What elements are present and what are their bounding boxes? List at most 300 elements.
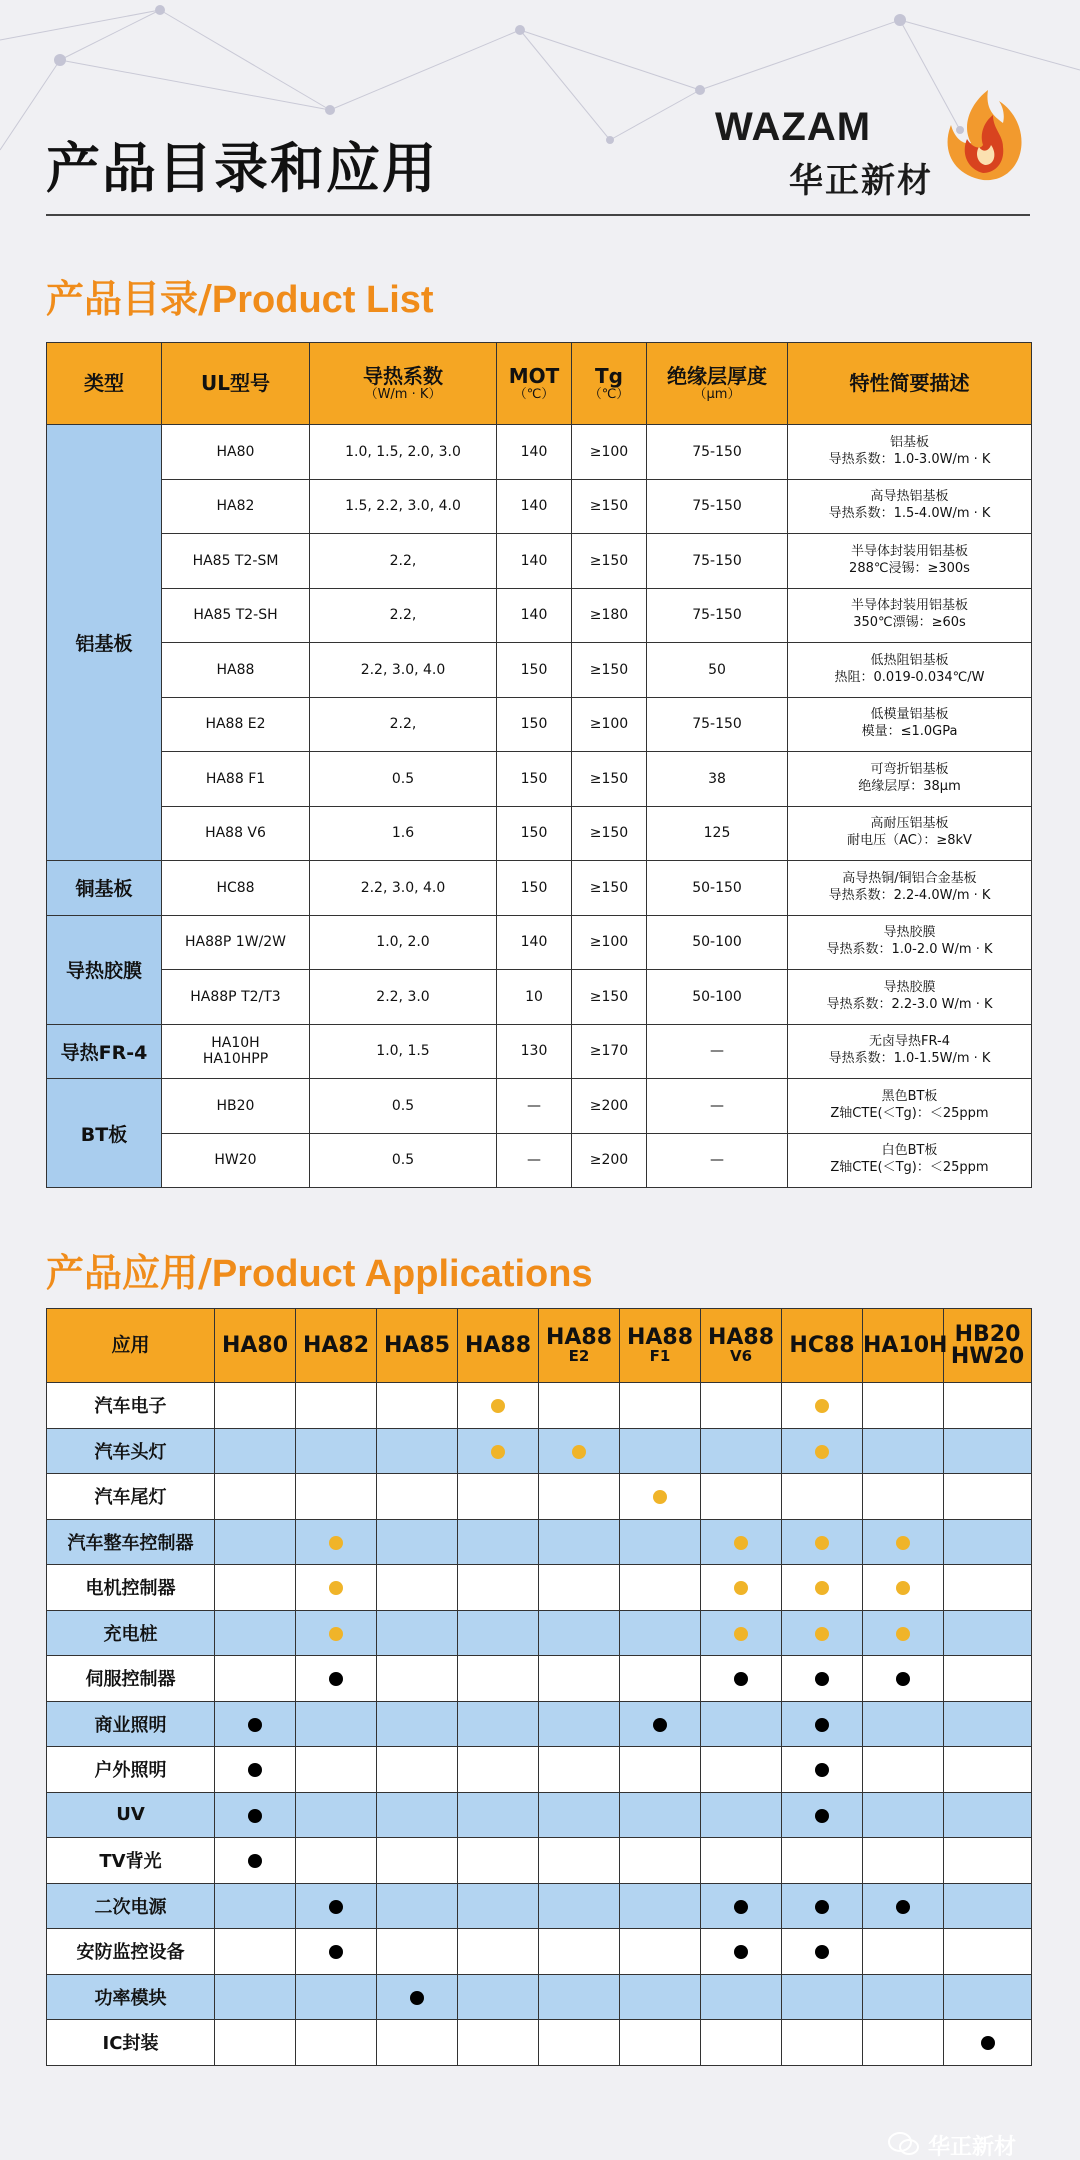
description-line-1: 半导体封装用铝基板 [850,598,968,614]
ul-model-text: HA88P 1W/2W [184,934,287,951]
apps-col-header-main: HA82 [302,1332,370,1358]
orange-dot-marker [572,1445,586,1459]
application-name: 汽车电子 [47,1383,215,1429]
thermal-conductivity-cell: 2.2, [310,588,497,643]
application-cell [458,1610,539,1656]
page-title: 产品目录和应用 [46,137,438,200]
table-row [47,806,1032,861]
category-cell: BT板 [47,1079,162,1188]
application-cell [620,1929,701,1975]
application-cell [782,1838,863,1884]
application-cell [701,1792,782,1838]
description-line-2: 导热系数：2.2-3.0 W/m · K [826,996,993,1012]
description-line-1: 无卤导热FR-4 [869,1034,950,1050]
application-cell [782,1974,863,2020]
black-dot-marker [815,1763,829,1777]
tg-cell: ≥180 [572,588,647,643]
application-cell [377,1792,458,1838]
application-cell [377,1883,458,1929]
apps-col-header [863,1309,948,1383]
tg-cell: ≥200 [572,1133,647,1188]
description-line-2: 350℃漂锡：≥60s [853,615,966,631]
tg-cell: ≥150 [572,643,647,698]
application-cell [944,1929,1032,1975]
application-name: 二次电源 [47,1883,215,1929]
thickness-cell: 75-150 [647,534,788,589]
thickness-cell: 125 [647,806,788,861]
application-row [47,2020,1032,2066]
application-name: 汽车整车控制器 [47,1519,215,1565]
description-line-1: 高耐压铝基板 [870,816,949,832]
thermal-conductivity-cell: 0.5 [310,1133,497,1188]
thickness-cell: — [647,1133,788,1188]
application-cell [539,2020,620,2066]
mot-cell: 150 [497,861,572,916]
black-dot-marker [248,1763,262,1777]
ul-model-text-2: HA10HPP [202,1051,269,1068]
application-cell [215,1929,296,1975]
application-name: 伺服控制器 [47,1656,215,1702]
apps-header-row [47,1309,1032,1383]
application-cell [458,1656,539,1702]
ul-model-cell [162,697,310,752]
application-cell [296,1565,377,1611]
application-cell [782,1474,863,1520]
application-cell [215,1610,296,1656]
description-cell [788,752,1032,807]
application-cell [863,1792,944,1838]
application-cell [296,1610,377,1656]
category-cell: 导热胶膜 [47,915,162,1024]
application-cell [458,1929,539,1975]
black-dot-marker [815,1900,829,1914]
application-cell [215,1701,296,1747]
application-cell [782,1656,863,1702]
black-dot-marker [734,1672,748,1686]
application-cell [458,1383,539,1429]
application-name: 汽车头灯 [47,1428,215,1474]
application-row [47,1656,1032,1702]
mot-cell: 140 [497,915,572,970]
wechat-icon [888,2132,920,2156]
apps-header-label: 应用 [47,1309,215,1383]
application-cell [701,1883,782,1929]
mot-cell: — [497,1133,572,1188]
apps-col-header-main: HC88 [789,1332,855,1358]
application-cell [944,1383,1032,1429]
thermal-conductivity-cell: 1.0, 1.5, 2.0, 3.0 [310,425,497,480]
application-cell [944,1656,1032,1702]
application-cell [701,1747,782,1793]
application-name: 户外照明 [47,1747,215,1793]
category-cell: 铜基板 [47,861,162,916]
col-header-tg [572,343,647,425]
application-cell [620,2020,701,2066]
thermal-conductivity-cell: 2.2, 3.0, 4.0 [310,861,497,916]
product-list-table [46,342,1032,1188]
mot-cell: 150 [497,697,572,752]
application-cell [701,1701,782,1747]
description-line-2: 热阻：0.019-0.034℃/W [834,669,985,685]
product-list-title-cn: 产品目录/ [46,277,212,321]
description-cell [788,1133,1032,1188]
thickness-cell: 38 [647,752,788,807]
description-cell [788,425,1032,480]
black-dot-marker [329,1900,343,1914]
description-line-2: 模量：≤1.0GPa [861,724,958,740]
col-header-type: 类型 [47,343,162,425]
application-cell [539,1929,620,1975]
tg-cell: ≥150 [572,861,647,916]
apps-col-header [377,1309,458,1383]
application-row [47,1838,1032,1884]
thermal-conductivity-cell: 0.5 [310,1079,497,1134]
application-cell [863,1428,944,1474]
application-cell [701,1838,782,1884]
col-header-description: 特性简要描述 [788,343,1032,425]
application-cell [296,1929,377,1975]
application-name: 充电桩 [47,1610,215,1656]
orange-dot-marker [896,1581,910,1595]
application-cell [539,1474,620,1520]
ul-model-text: HA88 [216,661,255,678]
application-row [47,1701,1032,1747]
mot-cell: 140 [497,588,572,643]
application-cell [377,1474,458,1520]
thermal-conductivity-cell: 1.0, 1.5 [310,1024,497,1079]
table-row [47,534,1032,589]
apps-col-header [944,1309,1032,1383]
description-line-2: Z轴CTE(＜Tg)：＜25ppm [830,1160,989,1176]
mot-cell: 10 [497,970,572,1025]
application-cell [539,1838,620,1884]
application-cell [620,1701,701,1747]
application-row [47,1428,1032,1474]
orange-dot-marker [896,1627,910,1641]
application-row [47,1610,1032,1656]
description-line-2: 导热系数：1.0-1.5W/m · K [828,1051,991,1067]
application-cell [215,2020,296,2066]
thickness-cell: 75-150 [647,588,788,643]
application-cell [863,1610,944,1656]
thickness-cell: 50-100 [647,970,788,1025]
orange-dot-marker [815,1445,829,1459]
ul-model-cell [162,752,310,807]
footer-brand-label: 华正新材 [928,2135,1017,2160]
apps-col-header [458,1309,539,1383]
black-dot-marker [734,1945,748,1959]
applications-table [46,1308,1032,2066]
thickness-cell: 50-100 [647,915,788,970]
application-cell [620,1428,701,1474]
black-dot-marker [815,1718,829,1732]
ul-model-cell [162,588,310,643]
application-row [47,1519,1032,1565]
ul-model-cell [162,806,310,861]
application-name: 汽车尾灯 [47,1474,215,1520]
application-cell [863,1974,944,2020]
black-dot-marker [410,1991,424,2005]
application-cell [458,1519,539,1565]
table-row [47,970,1032,1025]
black-dot-marker [981,2036,995,2050]
application-cell [539,1747,620,1793]
orange-dot-marker [815,1627,829,1641]
application-row [47,1565,1032,1611]
col-header-thermal-conductivity [310,343,497,425]
application-cell [377,1428,458,1474]
thickness-cell: — [647,1024,788,1079]
application-cell [944,2020,1032,2066]
application-cell [296,1428,377,1474]
application-cell [377,2020,458,2066]
application-cell [620,1656,701,1702]
application-cell [377,1747,458,1793]
col-header-text: 绝缘层厚度 [667,363,767,388]
application-cell [539,1701,620,1747]
description-cell [788,1024,1032,1079]
application-cell [620,1838,701,1884]
table-row [47,643,1032,698]
description-cell [788,697,1032,752]
application-cell [296,1519,377,1565]
application-cell [377,1383,458,1429]
col-header-unit: （μm） [693,386,741,402]
orange-dot-marker [329,1536,343,1550]
application-cell [701,1974,782,2020]
application-cell [782,1883,863,1929]
application-name: 电机控制器 [47,1565,215,1611]
application-cell [377,1838,458,1884]
apps-col-header [539,1309,620,1383]
description-line-1: 低热阻铝基板 [870,652,949,668]
application-cell [863,2020,944,2066]
description-line-2: 耐电压（AC）：≥8kV [847,833,972,849]
apps-col-header-sub: HW20 [950,1343,1025,1369]
table-row [47,1079,1032,1134]
ul-model-cell [162,1133,310,1188]
application-cell [539,1383,620,1429]
applications-title-cn: 产品应用/ [46,1251,212,1295]
application-cell [620,1792,701,1838]
description-cell [788,588,1032,643]
tg-cell: ≥150 [572,752,647,807]
application-cell [296,1838,377,1884]
application-cell [215,1565,296,1611]
application-cell [782,1565,863,1611]
application-cell [377,1656,458,1702]
col-header-ul: UL型号 [162,343,310,425]
black-dot-marker [329,1945,343,1959]
application-cell [296,1656,377,1702]
application-cell [458,1974,539,2020]
tg-cell: ≥150 [572,479,647,534]
table-row [47,1133,1032,1188]
black-dot-marker [815,1672,829,1686]
application-cell [863,1565,944,1611]
application-cell [215,1383,296,1429]
application-cell [944,1792,1032,1838]
ul-model-cell [162,534,310,589]
thermal-conductivity-cell: 1.6 [310,806,497,861]
thickness-cell: 75-150 [647,425,788,480]
application-cell [458,1838,539,1884]
ul-model-text: HB20 [216,1097,255,1114]
orange-dot-marker [734,1581,748,1595]
ul-model-text: HA88P T2/T3 [190,988,281,1005]
ul-model-text: HA88 F1 [205,770,266,787]
ul-model-text: HC88 [216,879,255,896]
thermal-conductivity-cell: 1.5, 2.2, 3.0, 4.0 [310,479,497,534]
application-cell [296,1883,377,1929]
application-row [47,1974,1032,2020]
application-cell [782,2020,863,2066]
mot-cell: 150 [497,806,572,861]
application-cell [539,1428,620,1474]
application-cell [215,1519,296,1565]
application-cell [215,1474,296,1520]
apps-col-header-sub: V6 [729,1347,753,1365]
black-dot-marker [896,1672,910,1686]
applications-title-en: Product Applications [211,1253,593,1295]
black-dot-marker [248,1718,262,1732]
table-row [47,752,1032,807]
application-cell [296,1792,377,1838]
tg-cell: ≥100 [572,425,647,480]
application-name: 功率模块 [47,1974,215,2020]
description-line-1: 可弯折铝基板 [870,761,949,777]
application-cell [863,1701,944,1747]
application-cell [782,1610,863,1656]
application-cell [296,1701,377,1747]
application-cell [458,1565,539,1611]
application-cell [944,1474,1032,1520]
mot-cell: 130 [497,1024,572,1079]
application-cell [863,1474,944,1520]
description-line-2: Z轴CTE(＜Tg)：＜25ppm [830,1105,989,1121]
application-name: 商业照明 [47,1701,215,1747]
application-row [47,1474,1032,1520]
application-cell [620,1383,701,1429]
application-cell [458,1883,539,1929]
application-cell [701,1474,782,1520]
application-cell [296,1474,377,1520]
black-dot-marker [248,1854,262,1868]
thickness-cell: 75-150 [647,479,788,534]
ul-model-cell [162,861,310,916]
thickness-cell: 75-150 [647,697,788,752]
description-line-1: 铝基板 [889,434,929,450]
tg-cell: ≥150 [572,806,647,861]
application-cell [539,1610,620,1656]
thickness-cell: — [647,1079,788,1134]
product-list-title [46,268,434,323]
description-line-2: 导热系数：2.2-4.0W/m · K [828,887,991,903]
ul-model-text: HA88 E2 [205,716,266,733]
apps-col-header [782,1309,863,1383]
product-list-title-en: Product List [211,279,434,321]
orange-dot-marker [815,1536,829,1550]
application-cell [215,1428,296,1474]
application-cell [944,1610,1032,1656]
ul-model-cell [162,1079,310,1134]
application-row [47,1929,1032,1975]
orange-dot-marker [734,1627,748,1641]
application-cell [377,1974,458,2020]
application-row [47,1883,1032,1929]
description-cell [788,970,1032,1025]
orange-dot-marker [491,1399,505,1413]
mot-cell: 140 [497,425,572,480]
application-cell [296,1974,377,2020]
application-cell [458,1747,539,1793]
application-cell [701,1929,782,1975]
application-cell [539,1792,620,1838]
application-cell [944,1974,1032,2020]
title-divider [46,214,1030,216]
apps-col-header [296,1309,377,1383]
application-cell [620,1474,701,1520]
application-cell [782,1792,863,1838]
mot-cell: — [497,1079,572,1134]
application-cell [944,1701,1032,1747]
orange-dot-marker [734,1536,748,1550]
application-cell [863,1883,944,1929]
application-row [47,1747,1032,1793]
application-cell [620,1519,701,1565]
application-cell [782,1929,863,1975]
application-cell [215,1974,296,2020]
brand-logo [715,85,1035,201]
application-row [47,1792,1032,1838]
application-cell [377,1701,458,1747]
application-cell [944,1883,1032,1929]
application-cell [296,1383,377,1429]
application-cell [863,1519,944,1565]
black-dot-marker [815,1945,829,1959]
ul-model-text: HA82 [216,498,255,515]
col-header-text: MOT [508,363,560,388]
category-cell: 导热FR-4 [47,1024,162,1079]
apps-col-header-main: HB20 [954,1321,1021,1347]
application-cell [296,2020,377,2066]
col-header-thickness [647,343,788,425]
tg-cell: ≥100 [572,697,647,752]
application-cell [215,1656,296,1702]
orange-dot-marker [491,1445,505,1459]
flame-logo-icon [933,85,1033,185]
ul-model-cell [162,425,310,480]
description-cell [788,479,1032,534]
thermal-conductivity-cell: 2.2, [310,534,497,589]
application-cell [782,1747,863,1793]
description-cell [788,1079,1032,1134]
application-name: 安防监控设备 [47,1929,215,1975]
table-header-row [47,343,1032,425]
apps-col-header-main: HA80 [221,1332,289,1358]
col-header-text: Tg [595,363,623,388]
ul-model-text: HA85 T2-SH [193,607,278,624]
application-cell [539,1656,620,1702]
thermal-conductivity-cell: 2.2, [310,697,497,752]
application-cell [458,2020,539,2066]
application-cell [458,1428,539,1474]
application-cell [377,1519,458,1565]
application-cell [944,1519,1032,1565]
apps-col-header [620,1309,701,1383]
description-line-2: 导热系数：1.5-4.0W/m · K [828,506,991,522]
application-cell [620,1610,701,1656]
